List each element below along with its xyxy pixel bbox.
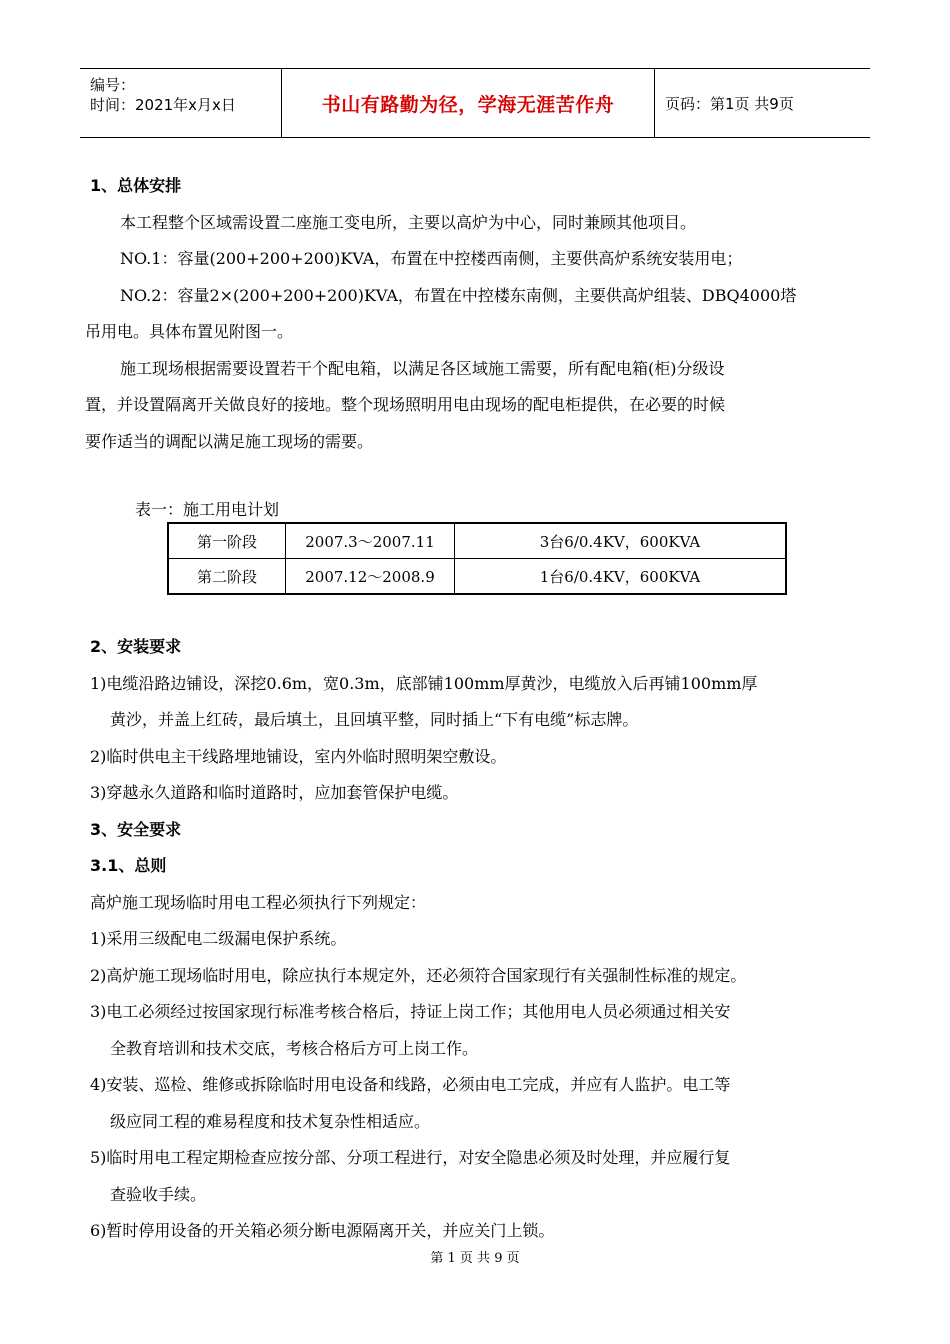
stage-cell: 第二阶段: [168, 559, 286, 595]
table-caption: 表一：施工用电计划: [135, 500, 280, 519]
list-item: 2)高炉施工现场临时用电，除应执行本规定外，还必须符合国家现行有关强制性标准的规定。: [90, 965, 747, 985]
equipment-cell: 3台6/0.4KV，600KVA: [455, 523, 787, 559]
list-item: 1)采用三级配电二级漏电保护系统。: [90, 929, 347, 948]
list-item-continued: 查验收手续。: [110, 1184, 207, 1204]
header-page-number: 页码：第1页 共9页: [665, 94, 794, 113]
list-item: 3)电工必须经过按国家现行标准考核合格后，持证上岗工作；其他用电人员必须通过相关安: [90, 1002, 731, 1021]
period-cell: 2007.3～2007.11: [286, 523, 455, 559]
section-1-heading: 1、总体安排: [90, 176, 182, 195]
paragraph: NO.1：容量(200+200+200)KVA，布置在中控楼西南侧，主要供高炉系统安装用电；: [120, 249, 743, 268]
list-item: 3)穿越永久道路和临时道路时，应加套管保护电缆。: [90, 783, 459, 802]
page-footer: 第 1 页 共 9 页: [430, 1251, 520, 1266]
table-row: [168, 559, 786, 595]
list-item: 6)暂时停用设备的开关箱必须分断电源隔离开关，并应关门上锁。: [90, 1221, 555, 1240]
list-item-continued: 级应同工程的难易程度和技术复杂性相适应。: [110, 1111, 431, 1131]
power-plan-table: [167, 522, 787, 595]
doc-number: 编号：: [90, 76, 136, 94]
section-3-heading: 3、安全要求: [90, 819, 182, 839]
page-header: [80, 68, 870, 138]
table-row: [168, 523, 786, 559]
paragraph-continued: 吊用电。具体布置见附图一。: [85, 322, 294, 341]
paragraph-continued: 要作适当的调配以满足施工现场的需要。: [85, 431, 374, 451]
header-meta: [80, 69, 282, 137]
header-motto: 书山有路勤为径，学海无涯苦作舟: [282, 69, 655, 137]
paragraph-continued: 置，并设置隔离开关做良好的接地。整个现场照明用电由现场的配电柜提供，在必要的时候: [85, 395, 726, 414]
list-item: 1)电缆沿路边铺设，深挖0.6m，宽0.3m，底部铺100mm厚黄沙，电缆放入后再铺100mm厚: [90, 673, 758, 693]
paragraph: NO.2：容量2×(200+200+200)KVA，布置在中控楼东南侧，主要供高炉组装、DBQ4000塔: [120, 285, 797, 305]
period-cell: 2007.12～2008.9: [286, 559, 455, 595]
section-3-1-heading: 3.1、总则: [90, 856, 167, 875]
document-body: [85, 168, 870, 1250]
list-item-continued: 黄沙，并盖上红砖，最后填土，且回填平整，同时插上“下有电缆”标志牌。: [110, 710, 639, 729]
equipment-cell: 1台6/0.4KV，600KVA: [455, 559, 787, 595]
list-item: 2)临时供电主干线路埋地铺设，室内外临时照明架空敷设。: [90, 746, 507, 766]
doc-time: 时间：2021年x月x日: [90, 96, 236, 114]
paragraph: 本工程整个区域需设置二座施工变电所，主要以高炉为中心，同时兼顾其他项目。: [120, 212, 697, 232]
list-item: 5)临时用电工程定期检查应按分部、分项工程进行，对安全隐患必须及时处理，并应履行复: [90, 1148, 731, 1167]
paragraph: 高炉施工现场临时用电工程必须执行下列规定：: [90, 892, 427, 912]
stage-cell: 第一阶段: [168, 523, 286, 559]
list-item: 4)安装、巡检、维修或拆除临时用电设备和线路，必须由电工完成，并应有人监护。电工等: [90, 1075, 731, 1094]
list-item-continued: 全教育培训和技术交底，考核合格后方可上岗工作。: [110, 1038, 479, 1058]
section-2-heading: 2、安装要求: [90, 637, 182, 656]
paragraph: 施工现场根据需要设置若干个配电箱，以满足各区域施工需要，所有配电箱(柜)分级设: [120, 358, 725, 378]
